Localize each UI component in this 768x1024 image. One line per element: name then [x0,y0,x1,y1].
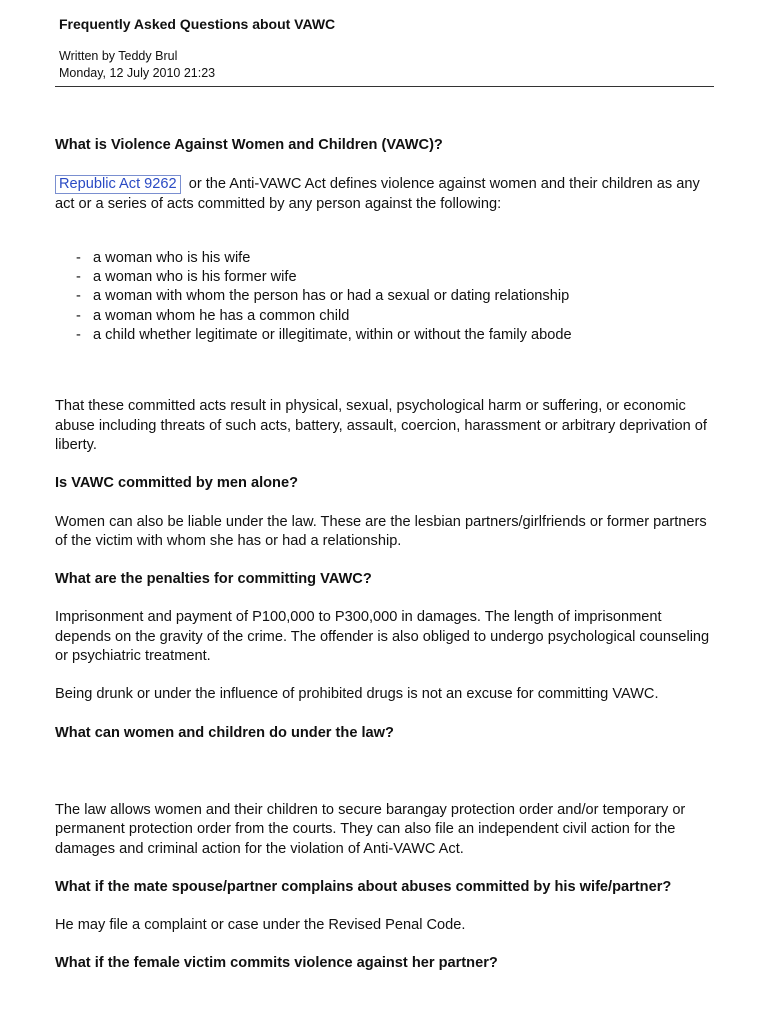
list-item-text: a woman who is his former wife [93,269,297,286]
list-item [76,268,720,287]
dash-marker: - [76,249,81,266]
answer-paragraph: He may file a complaint or case under the Revised Penal Code. [55,917,466,934]
question-heading: What are the penalties for committing VAWC? [55,571,372,588]
intro-text: or the Anti-VAWC Act defines violence against women and their children as any act or a series of acts committed by any person against the following: [55,176,700,212]
list-item-text: a woman who is his wife [93,249,251,266]
list-item [76,326,720,345]
list-item [76,249,720,268]
list-item-text: a woman whom he has a common child [93,307,350,324]
answer-paragraph: The law allows women and their children to secure barangay protection order and/or temporary or permanent protection order from the courts. They can also file an independent civil action for the damages and criminal action for the violation of Anti-VAWC Act. [55,801,686,857]
dash-marker: - [76,269,81,286]
dash-marker: - [76,288,81,305]
header-divider [55,86,714,87]
answer-paragraph: Imprisonment and payment of P100,000 to P300,000 in damages. The length of imprisonment depends on the gravity of the crime. The offender is also obliged to undergo psychological counseling or psychiatric treatment. [55,609,710,665]
question-heading: What if the mate spouse/partner complains about abuses committed by his wife/partner? [55,878,672,895]
date-line: Monday, 12 July 2010 21:23 [59,66,216,80]
list-item-text: a child whether legitimate or illegitimate, within or without the family abode [93,327,572,344]
question-heading: What can women and children do under the law? [55,724,394,741]
question-heading: What if the female victim commits violence against her partner? [55,955,498,972]
republic-act-link[interactable]: Republic Act 9262 [55,175,181,194]
list-item-text: a woman with whom the person has or had a sexual or dating relationship [93,288,570,305]
dash-marker: - [76,307,81,324]
author-line: Written by Teddy Brul [59,49,178,63]
acts-paragraph: That these committed acts result in physical, sexual, psychological harm or suffering, or economic abuse including threats of such acts, battery, assault, coercion, harassment or arbitrary deprivation of liberty. [55,398,707,453]
list-item [76,307,720,326]
answer-paragraph: Women can also be liable under the law. These are the lesbian partners/girlfriends or former partners of the victim with whom she has or had a relationship. [55,513,707,549]
intro-paragraph [55,175,720,214]
document-title: Frequently Asked Questions about VAWC [59,16,336,32]
article-body [55,136,720,974]
dash-marker: - [76,327,81,344]
list-item [76,287,720,306]
answer-paragraph: Being drunk or under the influence of prohibited drugs is not an excuse for committing VAWC. [55,686,659,703]
question-heading: Is VAWC committed by men alone? [55,475,298,492]
question-heading: What is Violence Against Women and Children (VAWC)? [55,137,443,153]
bullet-list [55,249,720,345]
